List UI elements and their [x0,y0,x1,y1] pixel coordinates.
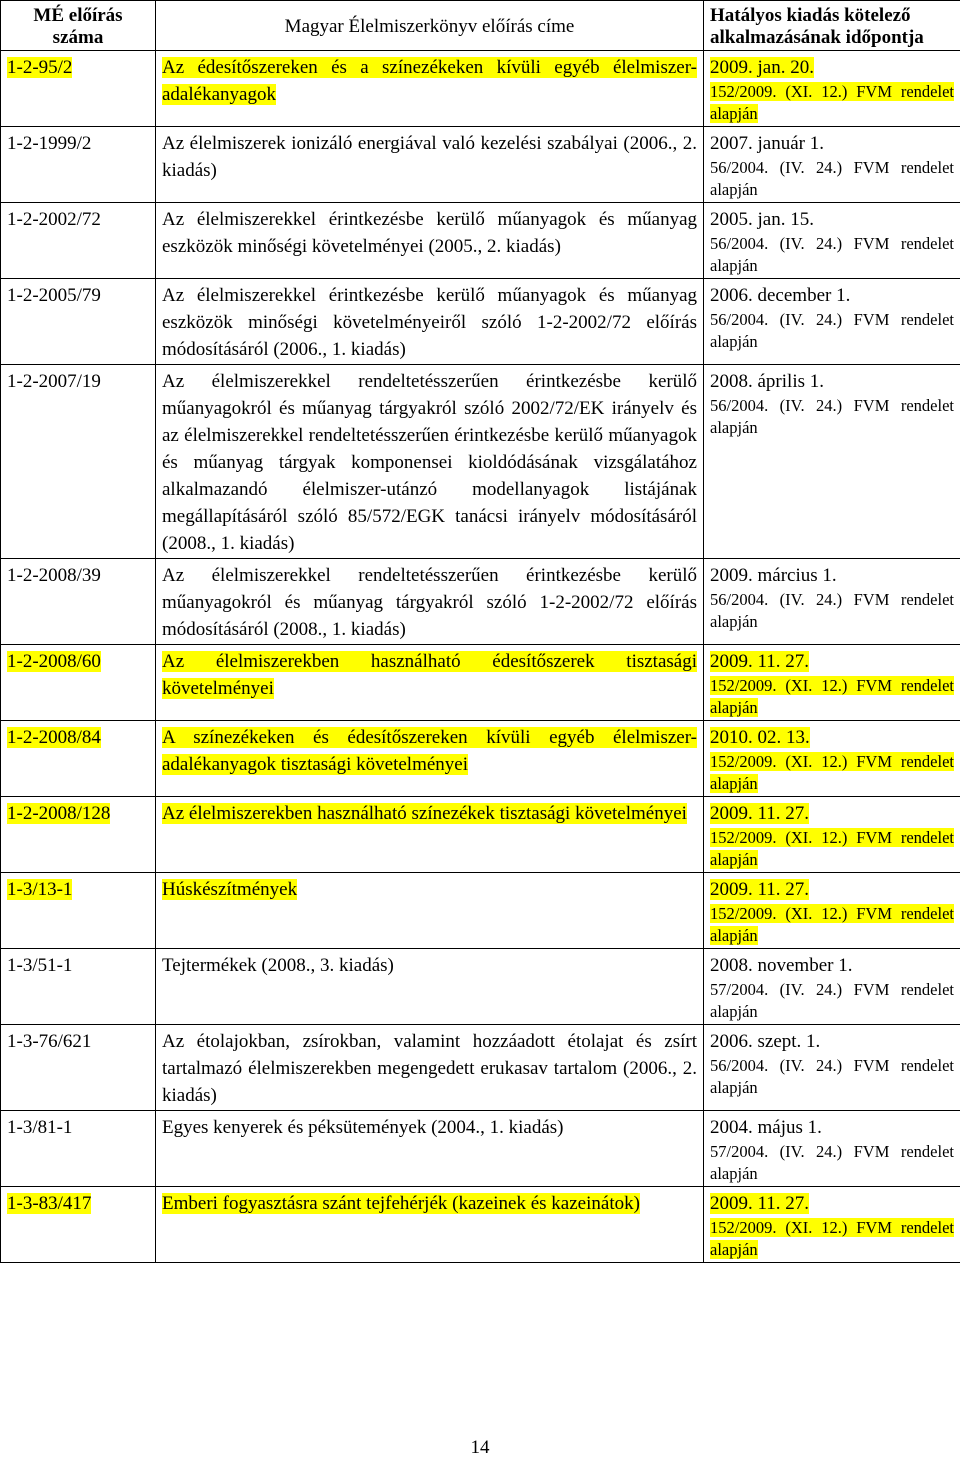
regulation-title-cell [156,1025,704,1111]
regulation-code: 1-2-2008/84 [7,727,101,748]
effective-date: 2010. 02. 13. [710,727,810,748]
regulation-title-cell [156,51,704,127]
decree-reference: 57/2004. (IV. 24.) FVM rendelet alapján [710,980,954,1021]
effective-date-wrap [710,648,954,675]
table-row [1,203,960,279]
regulation-code-cell [1,949,156,1025]
table-row [1,279,960,365]
effective-date-cell [704,797,960,873]
decree-reference: 152/2009. (XI. 12.) FVM rendelet alapján [710,82,954,123]
decree-wrap [710,979,954,1023]
regulation-title-cell [156,365,704,559]
decree-reference: 56/2004. (IV. 24.) FVM rendelet alapján [710,234,954,275]
decree-wrap [710,751,954,795]
page-number: 14 [470,1437,490,1458]
decree-reference: 56/2004. (IV. 24.) FVM rendelet alapján [710,396,954,437]
decree-reference: 57/2004. (IV. 24.) FVM rendelet alapján [710,1142,954,1183]
regulation-title-cell [156,797,704,873]
regulation-code: 1-3-83/417 [7,1193,92,1214]
regulation-title: Az élelmiszerek ionizáló energiával való kezelési szabályai (2006., 2. kiadás) [162,133,697,181]
effective-date-wrap [710,1190,954,1217]
effective-date-cell [704,949,960,1025]
decree-reference: 152/2009. (XI. 12.) FVM rendelet alapján [710,1218,954,1259]
table-row [1,1025,960,1111]
decree-reference: 152/2009. (XI. 12.) FVM rendelet alapján [710,904,954,945]
effective-date: 2004. május 1. [710,1117,822,1138]
regulation-title: Az élelmiszerekkel rendeltetésszerűen érintkezésbe kerülő műanyagokról és műanyag tárgyakról szóló 2002/72/EK irányelv és az élelmiszerekkel rendeltetésszerűen érintkezésbe kerülő műanyagok és műanyag tárgyak komponensei kioldódásának vizsgálatához alkalmazandó élelmiszer-utánzó modellanyagok listájának megállapításáról szóló 85/572/EGK tanácsi irányelv módosításáról (2008., 1. kiadás) [162,371,697,554]
decree-wrap [710,395,954,439]
effective-date-wrap [710,724,954,751]
regulation-code: 1-3/51-1 [7,955,73,976]
effective-date: 2005. jan. 15. [710,209,814,230]
table-row [1,51,960,127]
effective-date-wrap [710,282,954,309]
effective-date-cell [704,51,960,127]
effective-date: 2006. december 1. [710,285,851,306]
table-row [1,365,960,559]
regulation-code-cell [1,279,156,365]
table-row [1,645,960,721]
regulation-title-cell [156,279,704,365]
regulation-title-cell [156,1111,704,1187]
regulation-code: 1-3-76/621 [7,1031,92,1052]
effective-date-wrap [710,1028,954,1055]
effective-date-cell [704,203,960,279]
regulation-code: 1-2-2008/128 [7,803,111,824]
effective-date-wrap [710,562,954,589]
effective-date: 2009. 11. 27. [710,879,810,900]
regulation-code: 1-3/81-1 [7,1117,73,1138]
decree-wrap [710,903,954,947]
decree-wrap [710,1217,954,1261]
effective-date-cell [704,1187,960,1263]
regulation-title-cell [156,873,704,949]
table-body [1,51,960,1263]
effective-date-wrap [710,368,954,395]
effective-date: 2009. március 1. [710,565,837,586]
regulation-code: 1-2-95/2 [7,57,73,78]
regulation-code-cell [1,873,156,949]
regulation-code-cell [1,1025,156,1111]
regulation-title-cell [156,1187,704,1263]
effective-date-cell [704,645,960,721]
regulation-code-cell [1,51,156,127]
effective-date-wrap [710,206,954,233]
effective-date-cell [704,873,960,949]
table-header-row [1,1,960,51]
decree-reference: 56/2004. (IV. 24.) FVM rendelet alapján [710,310,954,351]
header-title: Magyar Élelmiszerkönyv előírás címe [156,1,704,51]
regulation-code-cell [1,645,156,721]
effective-date: 2009. jan. 20. [710,57,814,78]
effective-date-cell [704,721,960,797]
effective-date: 2007. január 1. [710,133,824,154]
effective-date: 2008. április 1. [710,371,824,392]
regulation-code: 1-3/13-1 [7,879,73,900]
effective-date: 2006. szept. 1. [710,1031,821,1052]
decree-wrap [710,233,954,277]
regulation-title: Az élelmiszerekkel érintkezésbe kerülő műanyagok és műanyag eszközök minőségi követelményeiről szóló 1-2-2002/72 előírás módosításáról (2006., 1. kiadás) [162,285,697,360]
regulation-title: A színezékeken és édesítőszereken kívüli egyéb élelmiszer-adalékanyagok tisztasági követelményei [162,727,697,775]
effective-date-wrap [710,1114,954,1141]
regulation-title-cell [156,949,704,1025]
regulation-title-cell [156,559,704,645]
regulation-code-cell [1,797,156,873]
decree-wrap [710,589,954,633]
decree-reference: 152/2009. (XI. 12.) FVM rendelet alapján [710,676,954,717]
decree-wrap [710,157,954,201]
effective-date: 2009. 11. 27. [710,651,810,672]
regulation-code-cell [1,127,156,203]
effective-date-cell [704,1111,960,1187]
effective-date-wrap [710,952,954,979]
effective-date-wrap [710,800,954,827]
regulation-title: Tejtermékek (2008., 3. kiadás) [162,955,394,976]
regulation-title-cell [156,645,704,721]
regulation-code: 1-2-2005/79 [7,285,101,306]
regulation-title: Az élelmiszerekben használható színezékek tisztasági követelményei [162,803,687,824]
regulation-title-cell [156,203,704,279]
regulation-code: 1-2-2008/39 [7,565,101,586]
effective-date-cell [704,127,960,203]
decree-wrap [710,1055,954,1099]
decree-reference: 56/2004. (IV. 24.) FVM rendelet alapján [710,158,954,199]
regulation-title: Az élelmiszerekben használható édesítőszerek tisztasági követelményei [162,651,697,699]
table-row [1,1111,960,1187]
table-row [1,1187,960,1263]
regulation-title: Az étolajokban, zsírokban, valamint hozzáadott étolajat és zsírt tartalmazó élelmiszerekben megengedett erukasav tartalom (2006., 2. kiadás) [162,1031,697,1106]
decree-reference: 152/2009. (XI. 12.) FVM rendelet alapján [710,828,954,869]
decree-wrap [710,81,954,125]
regulation-code: 1-2-1999/2 [7,133,92,154]
regulation-title: Az élelmiszerekkel rendeltetésszerűen érintkezésbe kerülő műanyagokról és műanyag tárgyakról szóló 1-2-2002/72 előírás módosításáról (2008., 1. kiadás) [162,565,697,640]
decree-wrap [710,1141,954,1185]
table-row [1,949,960,1025]
regulation-code: 1-2-2008/60 [7,651,101,672]
regulation-title: Az élelmiszerekkel érintkezésbe kerülő műanyagok és műanyag eszközök minőségi követelményei (2005., 2. kiadás) [162,209,697,257]
effective-date-wrap [710,54,954,81]
regulation-code-cell [1,203,156,279]
effective-date-cell [704,279,960,365]
table-row [1,127,960,203]
header-code: MÉ előírás száma [1,1,156,51]
effective-date: 2008. november 1. [710,955,853,976]
regulation-title: Emberi fogyasztásra szánt tejfehérjék (kazeinek és kazeinátok) [162,1193,640,1214]
effective-date-cell [704,365,960,559]
regulation-title-cell [156,127,704,203]
effective-date-cell [704,1025,960,1111]
table-row [1,559,960,645]
decree-reference: 56/2004. (IV. 24.) FVM rendelet alapján [710,1056,954,1097]
decree-wrap [710,675,954,719]
decree-reference: 56/2004. (IV. 24.) FVM rendelet alapján [710,590,954,631]
regulation-title: Húskészítmények [162,879,298,900]
decree-wrap [710,309,954,353]
regulation-code-cell [1,721,156,797]
regulation-title-cell [156,721,704,797]
regulation-title: Egyes kenyerek és péksütemények (2004., 1. kiadás) [162,1117,564,1138]
regulation-code-cell [1,1111,156,1187]
table-row [1,797,960,873]
header-effective-date: Hatályos kiadás kötelező alkalmazásának időpontja [704,1,960,51]
decree-wrap [710,827,954,871]
regulation-code: 1-2-2002/72 [7,209,101,230]
regulation-code-cell [1,365,156,559]
effective-date: 2009. 11. 27. [710,803,810,824]
regulation-code-cell [1,1187,156,1263]
regulation-title: Az édesítőszereken és a színezékeken kívüli egyéb élelmiszer-adalékanyagok [162,57,697,105]
effective-date-wrap [710,876,954,903]
regulation-code-cell [1,559,156,645]
regulation-code: 1-2-2007/19 [7,371,101,392]
decree-reference: 152/2009. (XI. 12.) FVM rendelet alapján [710,752,954,793]
effective-date-wrap [710,130,954,157]
table-row [1,721,960,797]
effective-date: 2009. 11. 27. [710,1193,810,1214]
effective-date-cell [704,559,960,645]
table-row [1,873,960,949]
